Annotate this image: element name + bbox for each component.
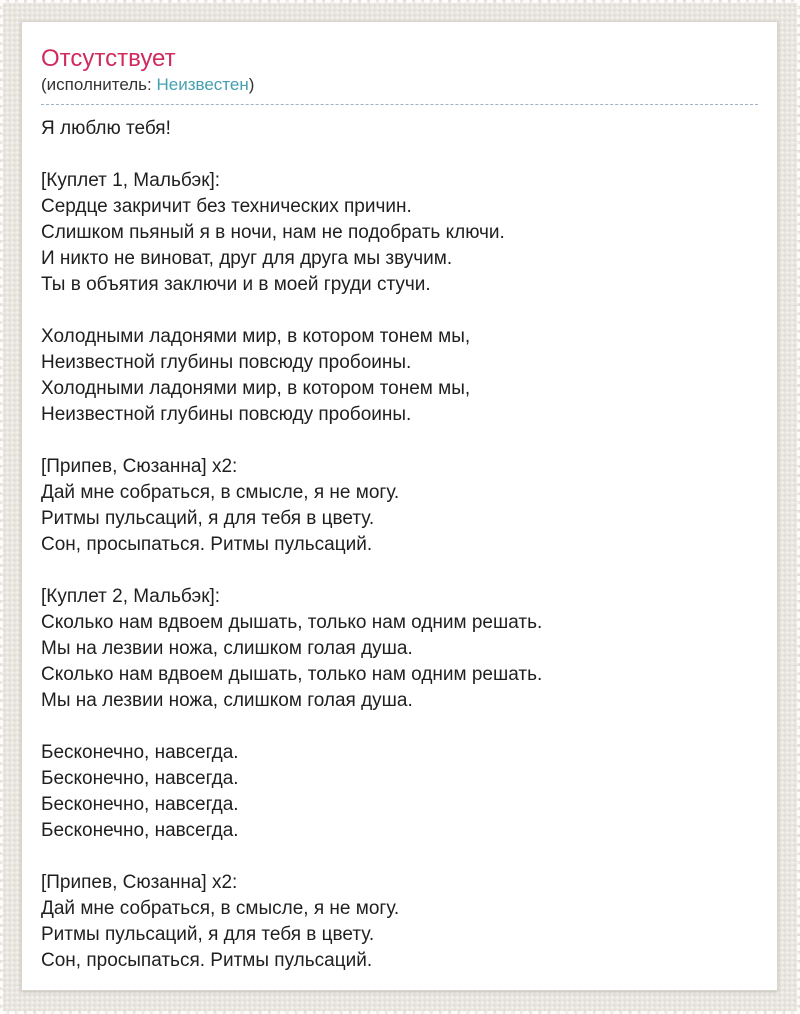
lyric-line: Неизвестной глубины повсюду пробоины. [41, 404, 412, 425]
lyric-blank-line [41, 142, 758, 168]
lyric-line: Сколько нам вдвоем дышать, только нам одним решать. [41, 612, 543, 633]
lyric-line: [Куплет 1, Мальбэк]: [41, 170, 221, 191]
lyric-line: Мы на лезвии ножа, слишком голая душа. [41, 690, 413, 711]
lyrics-text [41, 116, 758, 974]
lyric-line: Мы на лезвии ножа, слишком голая душа. [41, 638, 413, 659]
lyric-line: Ритмы пульсаций, я для тебя в цвету. [41, 924, 375, 945]
lyric-line: Ритмы пульсаций, я для тебя в цвету. [41, 508, 375, 529]
lyric-line: Бесконечно, навсегда. [41, 820, 239, 841]
artist-label-prefix: (исполнитель: [41, 75, 157, 94]
lyric-line: Сон, просыпаться. Ритмы пульсаций. [41, 534, 373, 555]
lyric-line: Я люблю тебя! [41, 118, 171, 139]
lyric-line: Бесконечно, навсегда. [41, 768, 239, 789]
lyric-line: [Припев, Сюзанна] x2: [41, 456, 238, 477]
lyric-line: Ты в объятия заключи и в моей груди стучи. [41, 274, 431, 295]
lyric-line: Дай мне собраться, в смысле, я не могу. [41, 482, 400, 503]
artist-link[interactable]: Неизвестен [156, 75, 249, 94]
lyric-line: Сердце закричит без технических причин. [41, 196, 412, 217]
lyric-line: Холодными ладонями мир, в котором тонем мы, [41, 378, 471, 399]
lyric-line: Сколько нам вдвоем дышать, только нам одним решать. [41, 664, 543, 685]
lyric-line: И никто не виноват, друг для друга мы звучим. [41, 248, 453, 269]
lyric-blank-line [41, 558, 758, 584]
lyric-blank-line [41, 298, 758, 324]
lyric-line: Холодными ладонями мир, в котором тонем мы, [41, 326, 471, 347]
lyric-line: Сон, просыпаться. Ритмы пульсаций. [41, 950, 373, 971]
lyric-line: Дай мне собраться, в смысле, я не могу. [41, 898, 400, 919]
lyric-blank-line [41, 428, 758, 454]
lyric-blank-line [41, 714, 758, 740]
lyric-line: Слишком пьяный я в ночи, нам не подобрать ключи. [41, 222, 505, 243]
lyric-line: [Припев, Сюзанна] x2: [41, 872, 238, 893]
artist-line [41, 74, 758, 105]
lyric-line: Бесконечно, навсегда. [41, 742, 239, 763]
lyrics-card [21, 21, 778, 991]
lyric-line: [Куплет 2, Мальбэк]: [41, 586, 221, 607]
lyric-blank-line [41, 844, 758, 870]
song-title: Отсутствует [41, 45, 176, 72]
lyric-line: Неизвестной глубины повсюду пробоины. [41, 352, 412, 373]
artist-label-suffix: ) [248, 75, 255, 94]
lyric-line: Бесконечно, навсегда. [41, 794, 239, 815]
